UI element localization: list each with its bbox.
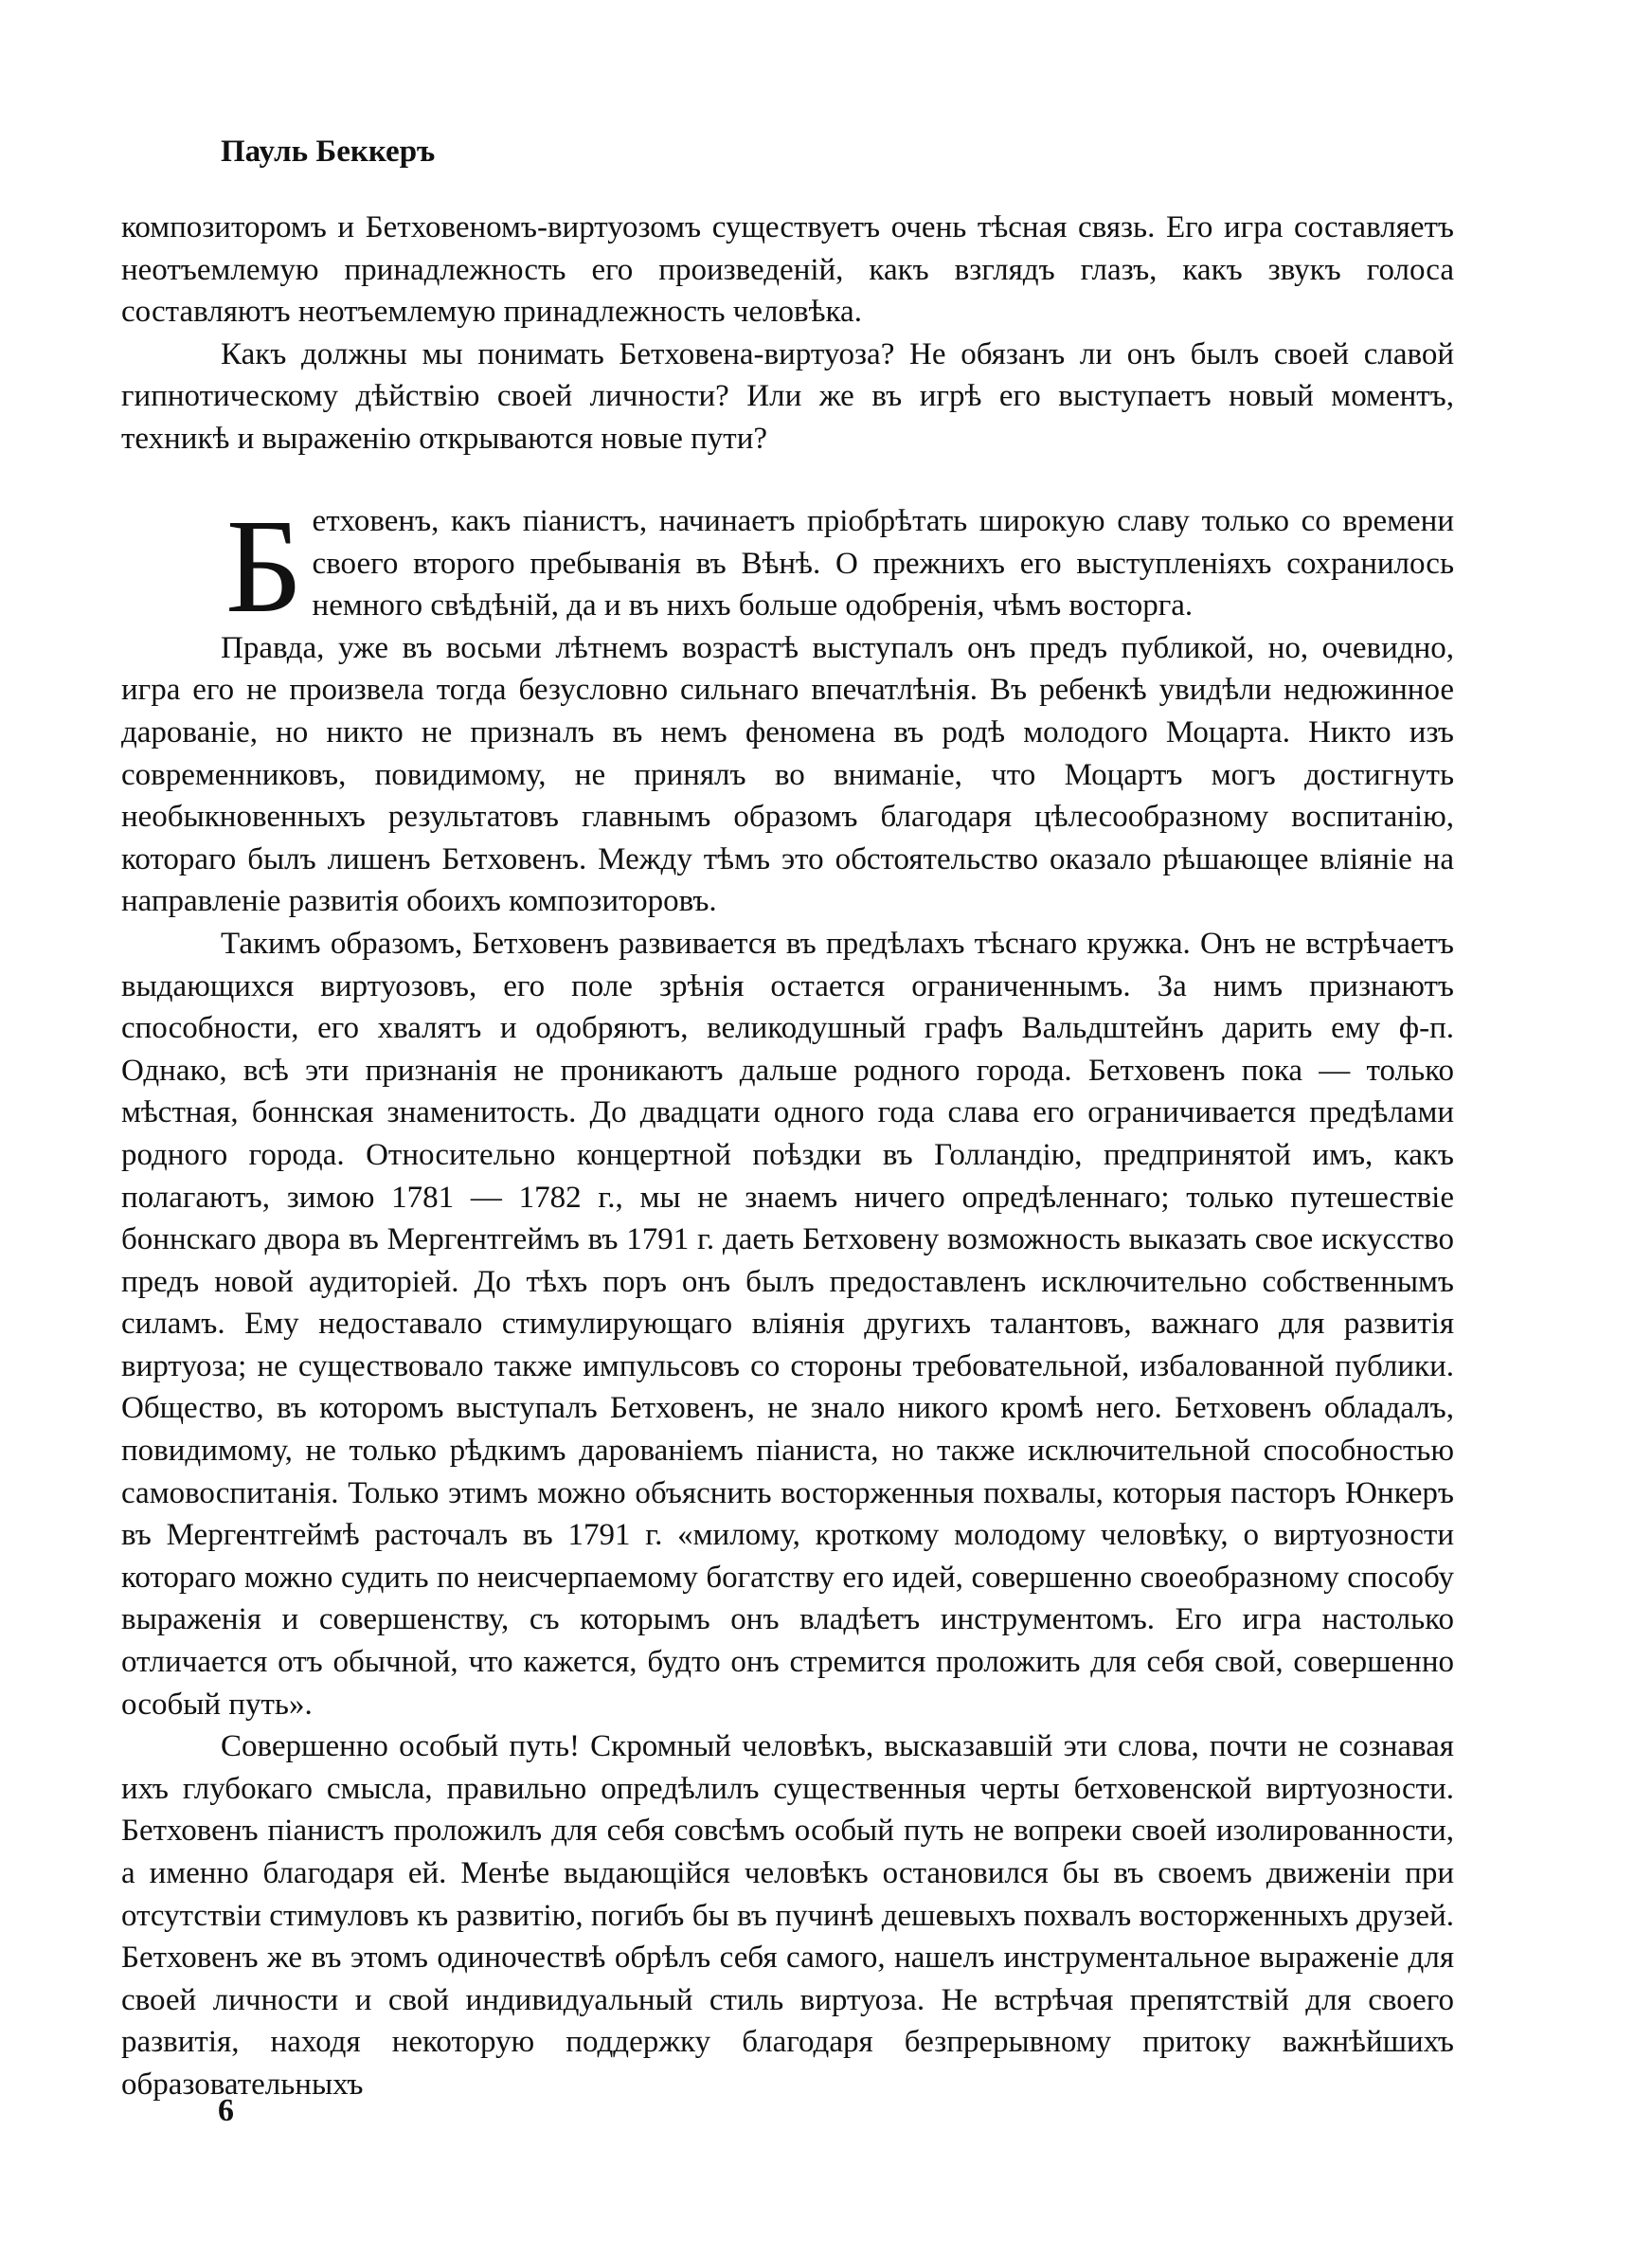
paragraph: Правда, уже въ восьми лѣтнемъ возрастѣ выступалъ онъ предъ публикой, но, очевидно, игра его не произвела тогда безусловно сильнаго впечатлѣнія. Въ ребенкѣ увидѣли недюжинное дарованіе, но никто не призналъ въ немъ феномена въ родѣ молодого Моцарта. Никто изъ современниковъ, повидимому, не принялъ во вниманіе, что Моцартъ могъ достигнуть необыкновенныхъ результатовъ главнымъ образомъ благодаря цѣлесообразному воспитанію, котораго былъ лишенъ Бетховенъ. Между тѣмъ это обстоятельство оказало рѣшающее вліяніе на направленіе развитія обоихъ композиторовъ.	[121, 630, 1454, 919]
paragraph-with-dropcap	[121, 491, 1454, 641]
paragraph: Такимъ образомъ, Бетховенъ развивается въ предѣлахъ тѣснаго кружка. Онъ не встрѣчаетъ выдающихся виртуозовъ, его поле зрѣнія остается ограниченнымъ. За нимъ признаютъ способности, его хвалятъ и одобряютъ, великодушный графъ Вальдштейнъ дарить ему ф-п. Однако, всѣ эти признанія не проникаютъ дальше родного города. Бетховенъ пока — только мѣстная, боннская знаменитость. До двадцати одного года слава его ограничивается предѣлами родного города. Относительно концертной поѣздки въ Голландію, предпринятой имъ, какъ полагаютъ, зимою 1781 — 1782 г., мы не знаемъ ничего опредѣленнаго; только путешествіе боннскаго двора въ Мергентгеймъ въ 1791 г. даеть Бетховену возможность выказать свое искусство предъ новой аудиторіей. До тѣхъ поръ онъ былъ предоставленъ исключительно собственнымъ силамъ. Ему недоставало стимулирующаго вліянія другихъ талантовъ, важнаго для развитія виртуоза; не существовало также импульсовъ со стороны требовательной, избалованной публики. Общество, въ которомъ выступалъ Бетховенъ, не знало никого кромѣ него. Бетховенъ обладалъ, повидимому, не только рѣдкимъ дарованіемъ піаниста, но также исключительной способностью самовоспитанія. Только этимъ можно объяснить восторженныя похвалы, которыя пасторъ Юнкеръ въ Мергентгеймѣ расточалъ въ 1791 г. «милому, кроткому молодому человѣку, о виртуозности котораго можно судить по неисчерпаемому богатству его идей, совершенно своеобразному способу выраженія и совершенству, съ которымъ онъ владѣетъ инструментомъ. Его игра настолько отличается отъ обычной, что кажется, будто онъ стремится проложить для себя свой, совершенно особый путь».	[121, 926, 1454, 1722]
drop-cap: Б	[225, 491, 303, 641]
paragraph-text: етховенъ, какъ піанистъ, начинаетъ пріобрѣтать широкую славу только со времени своего второго пребыванія въ Вѣнѣ. О прежнихъ его выступленіяхъ сохранилось немного свѣдѣній, да и въ нихъ больше одобренія, чѣмъ восторга.	[312, 504, 1454, 623]
page-number: 6	[218, 2093, 234, 2128]
paragraph: Какъ должны мы понимать Бетховена-виртуоза? Не обязанъ ли онъ былъ своей славой гипнотическому дѣйствію своей личности? Или же въ игрѣ его выступаетъ новый моментъ, техникѣ и выраженію открываются новые пути?	[121, 336, 1454, 456]
text-block-main	[121, 491, 1454, 2106]
running-head: Пауль Беккеръ	[221, 135, 436, 169]
text-block-continuation	[121, 207, 1454, 460]
paragraph: композиторомъ и Бетховеномъ-виртуозомъ существуетъ очень тѣсная связь. Его игра составляетъ неотъемлемую принадлежность его произведеній, какъ взглядъ глазъ, какъ звукъ голоса составляютъ неотъемлемую принадлежность человѣка.	[121, 210, 1454, 330]
paragraph: Совершенно особый путь! Скромный человѣкъ, высказавшій эти слова, почти не сознавая ихъ глубокаго смысла, правильно опредѣлилъ существенныя черты бетховенской виртуозности. Бетховенъ піанистъ проложилъ для себя совсѣмъ особый путь не вопреки своей изолированности, а именно благодаря ей. Менѣе выдающійся человѣкъ остановился бы въ своемъ движеніи при отсутствіи стимуловъ къ развитію, погибъ бы въ пучинѣ дешевыхъ похвалъ восторженныхъ друзей. Бетховенъ же въ этомъ одиночествѣ обрѣлъ себя самого, нашелъ инструментальное выраженіе для своей личности и свой индивидуальный стиль виртуоза. Не встрѣчая препятствій для своего развитія, находя некоторую поддержку благодаря безпрерывному притоку важнѣйшихъ образовательныхъ	[121, 1729, 1454, 2102]
